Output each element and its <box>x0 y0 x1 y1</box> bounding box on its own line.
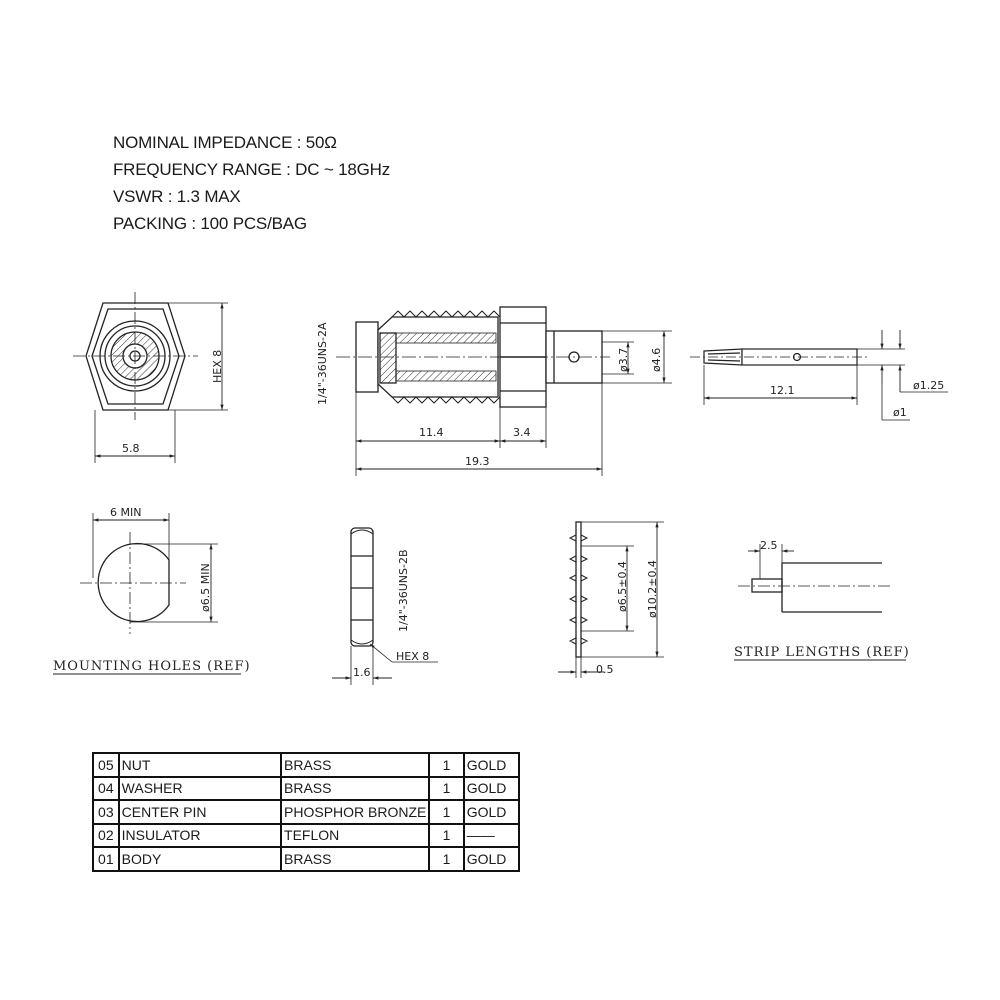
item-number: 05 <box>93 753 119 777</box>
center-pin-view <box>690 330 948 420</box>
spec-frequency: FREQUENCY RANGE : DC ~ 18GHz <box>113 160 391 179</box>
strip-lengths-view <box>738 544 890 612</box>
dim-hex8-top: HEX 8 <box>211 349 224 383</box>
part-material: BRASS <box>281 753 429 777</box>
part-quantity: 1 <box>429 824 463 848</box>
dim-1-6: 1.6 <box>353 666 371 679</box>
dim-dia1-25: ø1.25 <box>913 379 945 392</box>
bill-of-materials-table <box>92 752 520 872</box>
dim-5-8: 5.8 <box>122 442 140 455</box>
part-finish: GOLD <box>464 753 519 777</box>
part-finish: GOLD <box>464 777 519 801</box>
dim-19-3: 19.3 <box>465 455 490 468</box>
dim-dia1: ø1 <box>893 406 907 419</box>
part-material: BRASS <box>281 847 429 871</box>
dim-dia10-2-tol: ø10.2±0.4 <box>646 560 659 618</box>
dim-6-min: 6 MIN <box>110 506 142 519</box>
item-number: 01 <box>93 847 119 871</box>
table-row <box>93 847 519 871</box>
caption-mounting-holes: MOUNTING HOLES (REF) <box>53 659 251 674</box>
dim-0-5: 0.5 <box>596 663 614 676</box>
dim-dia4-6: ø4.6 <box>650 347 663 372</box>
dim-thread-body: 1/4"-36UNS-2A <box>316 322 329 405</box>
caption-strip-lengths: STRIP LENGTHS (REF) <box>734 645 910 660</box>
part-quantity: 1 <box>429 800 463 824</box>
part-name: BODY <box>119 847 281 871</box>
part-quantity: 1 <box>429 753 463 777</box>
part-finish: GOLD <box>464 847 519 871</box>
dim-thread-nut: 1/4"-36UNS-2B <box>397 549 410 632</box>
part-quantity: 1 <box>429 847 463 871</box>
part-name: WASHER <box>119 777 281 801</box>
dim-dia6-5-min: ø6.5 MIN <box>199 563 212 612</box>
part-material: PHOSPHOR BRONZE <box>281 800 429 824</box>
part-name: NUT <box>119 753 281 777</box>
part-material: BRASS <box>281 777 429 801</box>
dim-11-4: 11.4 <box>419 426 444 439</box>
part-material: TEFLON <box>281 824 429 848</box>
dim-dia6-5-tol: ø6.5±0.4 <box>616 561 629 612</box>
spec-vswr: VSWR : 1.3 MAX <box>113 187 241 206</box>
spec-impedance: NOMINAL IMPEDANCE : 50Ω <box>113 133 337 152</box>
table-row <box>93 753 519 777</box>
side-view <box>336 307 672 476</box>
part-finish: —— <box>464 824 519 848</box>
spec-packing: PACKING : 100 PCS/BAG <box>113 214 307 233</box>
part-name: CENTER PIN <box>119 800 281 824</box>
part-finish: GOLD <box>464 800 519 824</box>
part-name: INSULATOR <box>119 824 281 848</box>
dim-hex8-nut: HEX 8 <box>396 650 430 663</box>
table-row <box>93 777 519 801</box>
dim-12-1: 12.1 <box>770 384 795 397</box>
part-quantity: 1 <box>429 777 463 801</box>
item-number: 02 <box>93 824 119 848</box>
front-end-view <box>73 292 228 463</box>
item-number: 03 <box>93 800 119 824</box>
item-number: 04 <box>93 777 119 801</box>
table-row <box>93 800 519 824</box>
table-row <box>93 824 519 848</box>
dim-dia3-7: ø3.7 <box>617 347 630 372</box>
mounting-hole-view <box>80 513 218 634</box>
dim-3-4: 3.4 <box>513 426 531 439</box>
dim-2-5: 2.5 <box>760 539 778 552</box>
